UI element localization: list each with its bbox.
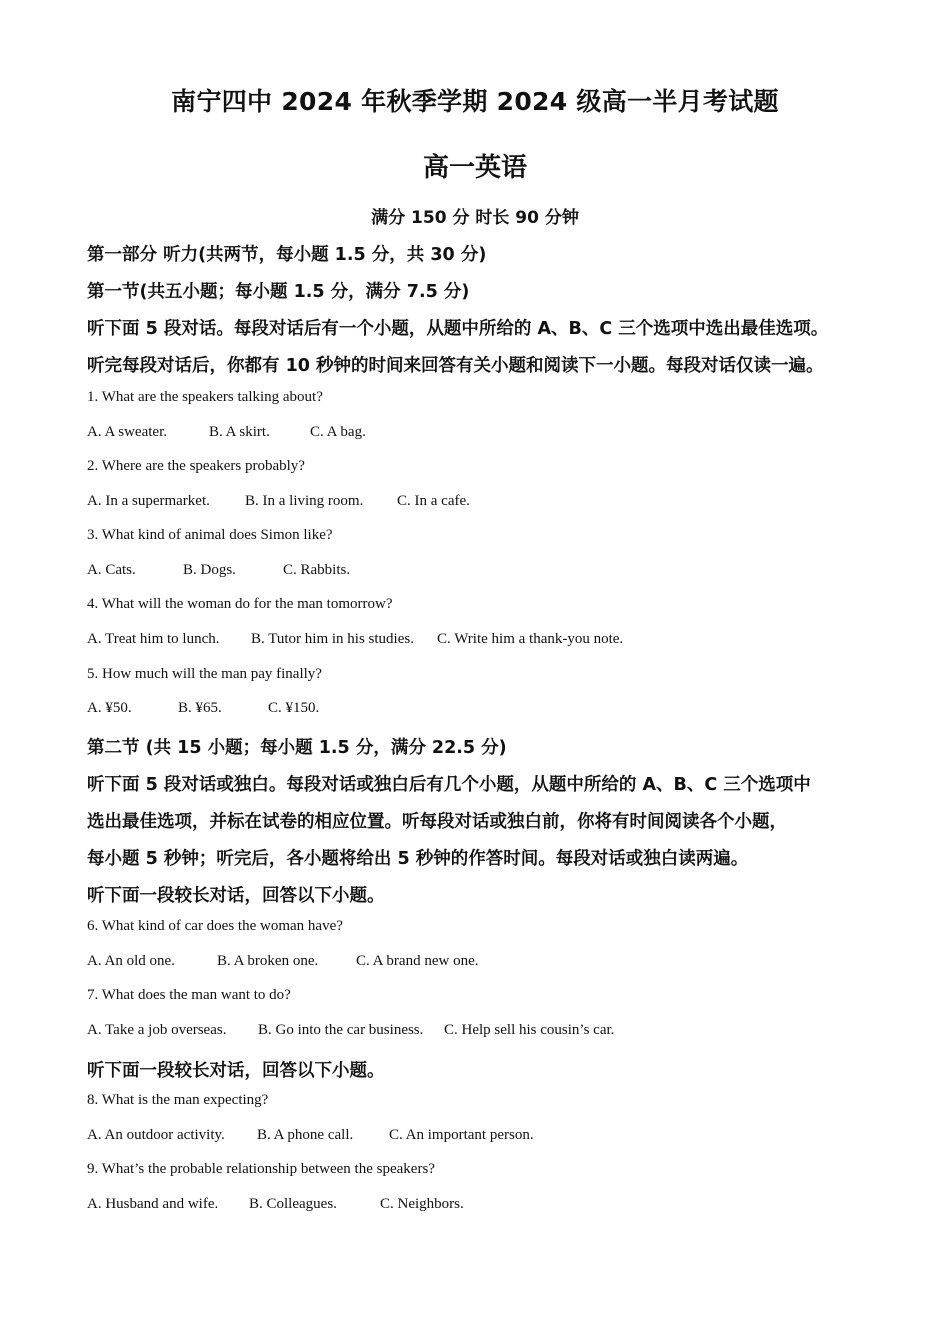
- option-c: C. ¥150.: [268, 700, 320, 716]
- option-a: A. Husband and wife.: [87, 1196, 219, 1212]
- options-5: [87, 700, 319, 717]
- question-4: 4. What will the woman do for the man tomorrow?: [87, 596, 393, 612]
- option-c: C. A bag.: [310, 424, 366, 440]
- option-a: A. ¥50.: [87, 700, 132, 716]
- question-7: 7. What does the man want to do?: [87, 987, 291, 1003]
- options-1: [87, 424, 366, 441]
- option-c: C. Help sell his cousin’s car.: [444, 1022, 615, 1038]
- question-8: 8. What is the man expecting?: [87, 1092, 269, 1108]
- question-9: 9. What’s the probable relationship between the speakers?: [87, 1161, 435, 1177]
- option-c: C. Write him a thank-you note.: [437, 631, 624, 647]
- option-b: B. Go into the car business.: [258, 1022, 424, 1038]
- question-5: 5. How much will the man pay finally?: [87, 666, 322, 682]
- options-9: [87, 1196, 464, 1213]
- option-a: A. An old one.: [87, 953, 175, 969]
- section1-instruction-2: 听完每段对话后，你都有 10 秒钟的时间来回答有关小题和阅读下一小题。每段对话仅读一遍。: [87, 356, 824, 376]
- option-a: A. Cats.: [87, 562, 136, 578]
- option-b: B. A broken one.: [217, 953, 319, 969]
- option-b: B. ¥65.: [178, 700, 222, 716]
- section2-heading: 第二节 (共 15 小题；每小题 1.5 分，满分 22.5 分): [87, 738, 507, 758]
- long-dialogue-instruction: 听下面一段较长对话，回答以下小题。: [87, 1061, 385, 1081]
- option-c: C. A brand new one.: [356, 953, 479, 969]
- exam-title: 南宁四中 2024 年秋季学期 2024 级高一半月考试题: [171, 87, 779, 116]
- option-a: A. Treat him to lunch.: [87, 631, 220, 647]
- question-1: 1. What are the speakers talking about?: [87, 389, 323, 405]
- section2-instruction-1: 听下面 5 段对话或独白。每段对话或独白后有几个小题，从题中所给的 A、B、C 三个选项中: [87, 775, 811, 795]
- options-3: [87, 562, 350, 579]
- option-b: B. Tutor him in his studies.: [251, 631, 414, 647]
- long-dialogue-instruction: 听下面一段较长对话，回答以下小题。: [87, 886, 385, 906]
- question-3: 3. What kind of animal does Simon like?: [87, 527, 333, 543]
- section1-heading: 第一节(共五小题；每小题 1.5 分，满分 7.5 分): [87, 282, 470, 302]
- subject-title: 高一英语: [422, 153, 527, 183]
- options-8: [87, 1127, 534, 1144]
- option-c: C. In a cafe.: [397, 493, 470, 509]
- option-b: B. Colleagues.: [249, 1196, 337, 1212]
- options-2: [87, 493, 470, 510]
- option-b: B. A phone call.: [257, 1127, 354, 1143]
- option-a: A. In a supermarket.: [87, 493, 210, 509]
- question-6: 6. What kind of car does the woman have?: [87, 918, 343, 934]
- score-time: 满分 150 分 时长 90 分钟: [371, 208, 579, 228]
- option-b: B. In a living room.: [245, 493, 364, 509]
- section1-instruction-1: 听下面 5 段对话。每段对话后有一个小题，从题中所给的 A、B、C 三个选项中选出最佳选项。: [87, 319, 829, 339]
- option-c: C. An important person.: [389, 1127, 534, 1143]
- option-c: C. Rabbits.: [283, 562, 351, 578]
- option-a: A. An outdoor activity.: [87, 1127, 225, 1143]
- section2-instruction-3: 每小题 5 秒钟；听完后，各小题将给出 5 秒钟的作答时间。每段对话或独白读两遍。: [87, 849, 749, 869]
- option-a: A. Take a job overseas.: [87, 1022, 227, 1038]
- option-a: A. A sweater.: [87, 424, 167, 440]
- options-6: [87, 953, 478, 970]
- section2-instruction-2: 选出最佳选项，并标在试卷的相应位置。听每段对话或独白前，你将有时间阅读各个小题，: [87, 812, 787, 832]
- option-b: B. A skirt.: [209, 424, 270, 440]
- question-2: 2. Where are the speakers probably?: [87, 458, 305, 474]
- options-7: [87, 1022, 614, 1039]
- part1-heading: 第一部分 听力(共两节，每小题 1.5 分，共 30 分): [87, 245, 487, 265]
- option-c: C. Neighbors.: [380, 1196, 464, 1212]
- options-4: [87, 631, 623, 648]
- option-b: B. Dogs.: [183, 562, 236, 578]
